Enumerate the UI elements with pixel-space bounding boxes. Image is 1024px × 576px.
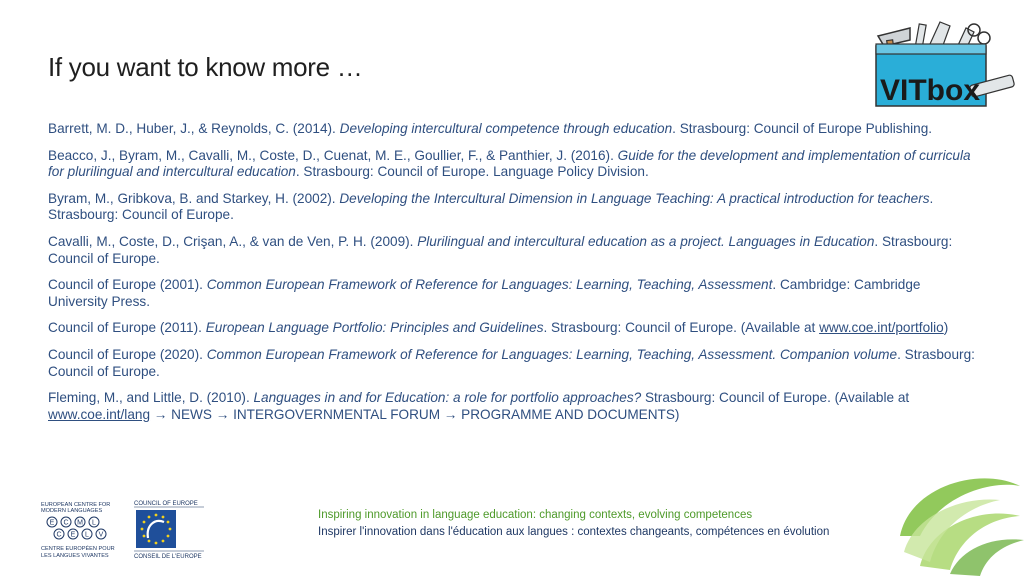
reference-item: Council of Europe (2011). European Language Portfolio: Principles and Guidelines. Strasbourg: Council of Europe. (Available at www.coe.int/portfolio) (48, 320, 949, 336)
svg-text:MODERN LANGUAGES: MODERN LANGUAGES (41, 508, 103, 514)
svg-text:EUROPEAN CENTRE FOR: EUROPEAN CENTRE FOR (41, 502, 111, 508)
svg-text:E: E (70, 531, 76, 539)
reference-item: Fleming, M., and Little, D. (2010). Languages in and for Education: a role for portfolio approaches? Strasbourg: Council of Europe. (Available at www.coe.int/lang → NEWS → INTERGOVERNMENTAL FORUM → PROGRAMME AND DOCUMENTS) (48, 390, 910, 422)
reference-item: Barrett, M. D., Huber, J., & Reynolds, C. (2014). Developing intercultural competence through education. Strasbourg: Council of Europe Publishing. (48, 121, 933, 136)
svg-text:CENTRE EUROPÉEN POUR: CENTRE EUROPÉEN POUR (41, 546, 115, 552)
council-of-europe-logo (132, 498, 208, 560)
hammer-icon (878, 28, 910, 46)
svg-text:C: C (63, 519, 69, 527)
swirl-decoration-icon (890, 466, 1024, 576)
vitbox-logo (870, 14, 1015, 110)
reference-item: Byram, M., Gribkova, B. and Starkey, H. (2002). Developing the Intercultural Dimension in Language Teaching: A practical introduction for teachers. Strasbourg: Council of Europe. (48, 190, 934, 223)
svg-text:L: L (92, 519, 96, 527)
svg-text:C: C (56, 531, 62, 539)
svg-text:LES LANGUES VIVANTES: LES LANGUES VIVANTES (41, 553, 109, 559)
reference-list (48, 121, 983, 433)
reference-item: Council of Europe (2001). Common European Framework of Reference for Languages: Learning, Teaching, Assessment. Cambridge: Cambridge University Press. (48, 277, 921, 309)
vitbox-wordmark: VITbox (880, 74, 981, 107)
reference-item: Cavalli, M., Coste, D., Crişan, A., & van de Ven, P. H. (2009). Plurilingual and intercultural education as a project. Languages in Education. Strasbourg: Council of Europe. (48, 233, 953, 266)
lang-link[interactable]: www.coe.int/lang (48, 406, 151, 422)
reference-item: Council of Europe (2020). Common European Framework of Reference for Languages: Learning, Teaching, Assessment. Companion volume. Strasbourg: Council of Europe. (48, 346, 975, 379)
svg-text:V: V (98, 531, 104, 539)
tagline-french: Inspirer l'innovation dans l'éducation aux langues : contextes changeants, compétences en évolution (318, 526, 830, 538)
svg-text:L: L (85, 531, 89, 539)
ecml-logo (40, 500, 122, 560)
svg-text:COUNCIL OF EUROPE: COUNCIL OF EUROPE (134, 501, 198, 507)
svg-text:M: M (77, 519, 83, 527)
portfolio-link[interactable]: www.coe.int/portfolio (819, 320, 944, 336)
slide-title: If you want to know more … (48, 52, 363, 82)
svg-text:CONSEIL DE L'EUROPE: CONSEIL DE L'EUROPE (134, 554, 202, 560)
tagline-english: Inspiring innovation in language education: changing contexts, evolving competences (318, 509, 753, 521)
svg-text:E: E (49, 519, 55, 527)
reference-item: Beacco, J., Byram, M., Cavalli, M., Coste, D., Cuenat, M. E., Goullier, F., & Panthier, J. (2016). Guide for the development and implementation of curricula for plurilingual and intercultural education. Strasbourg: Council of Europe. Language Policy Division. (48, 147, 971, 180)
